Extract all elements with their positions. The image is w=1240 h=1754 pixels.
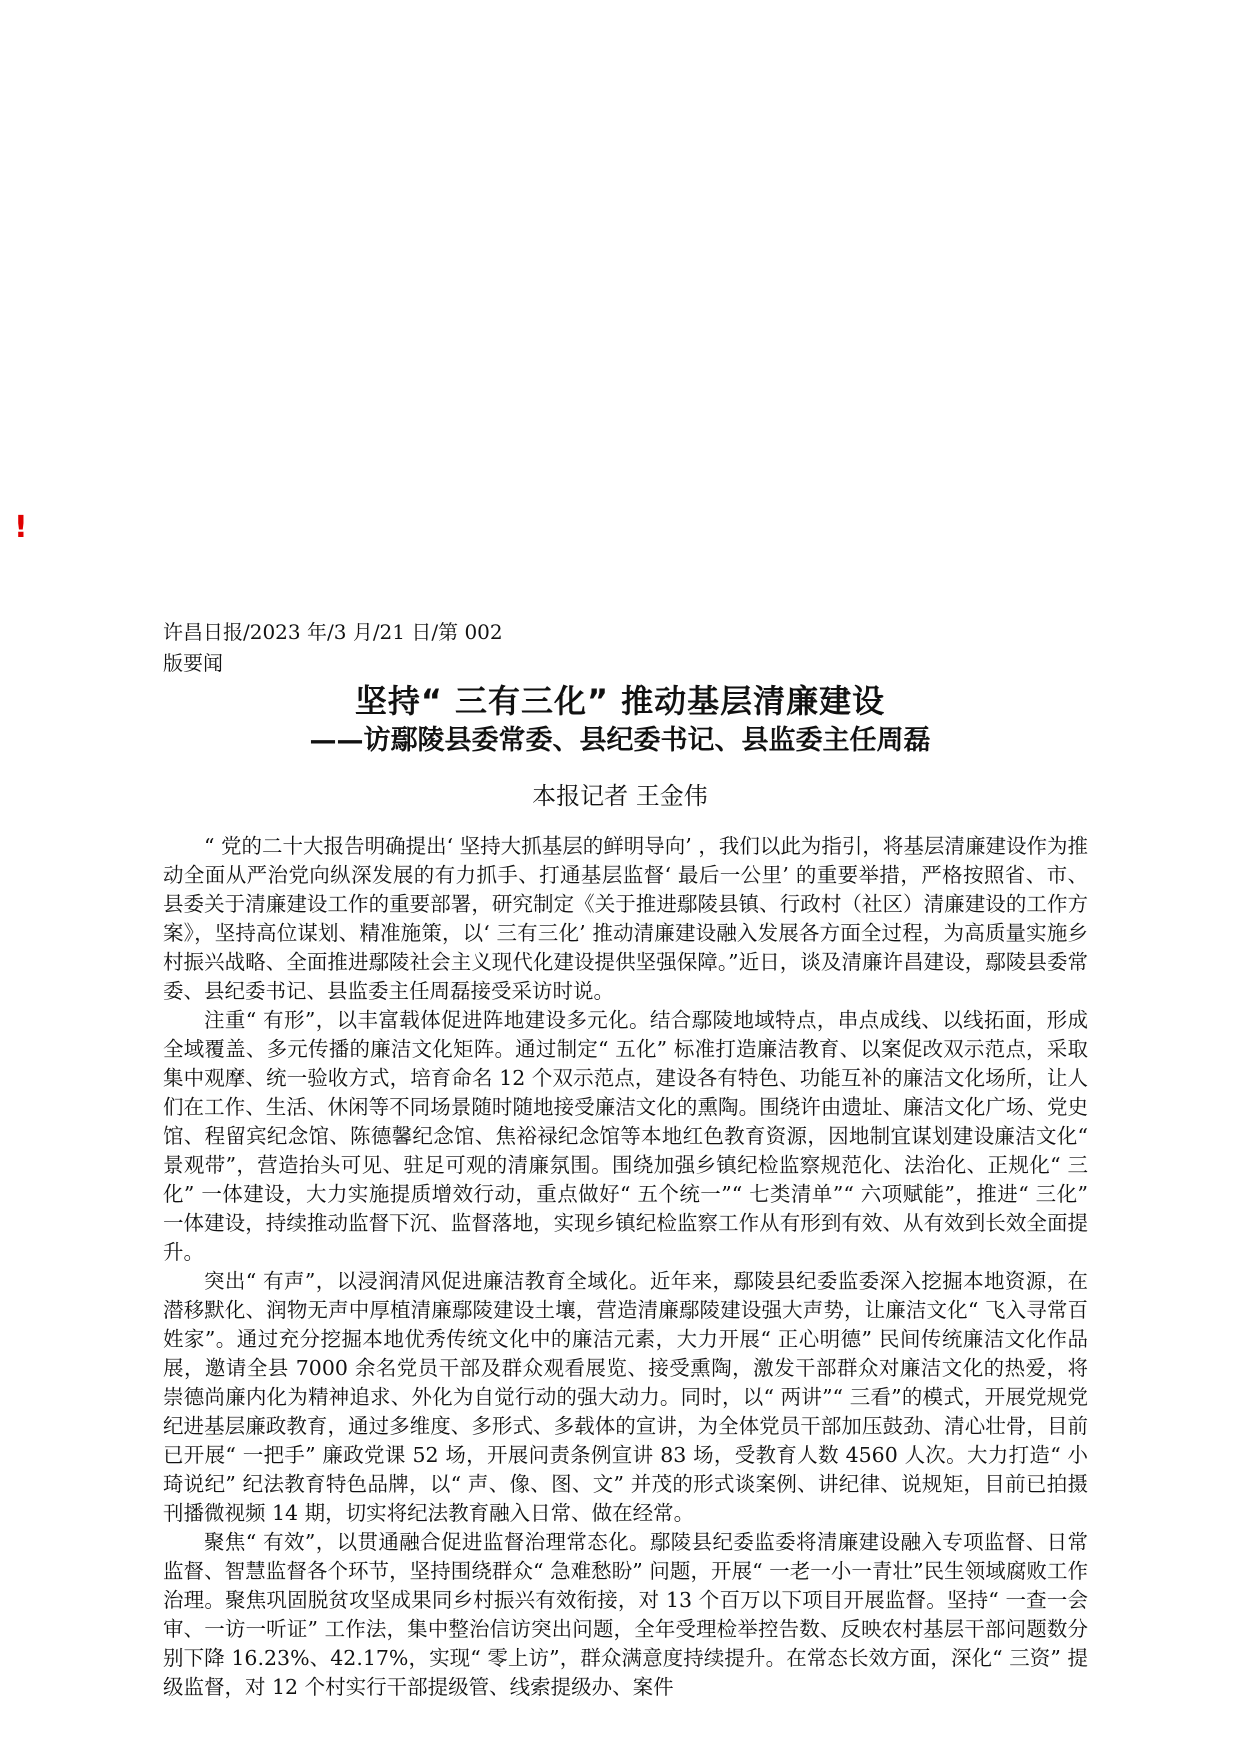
section-line: 版要闻 (163, 651, 223, 675)
paragraph: 聚焦“ 有效”，以贯通融合促进监督治理常态化。鄢陵县纪委监委将清廉建设融入专项监督、日常监督、智慧监督各个环节，坚持围绕群众“ 急难愁盼” 问题，开展“ 一老一小一青壮”民生领域腐败工作治理。聚焦巩固脱贫攻坚成果同乡村振兴有效衔接，对 13 个百万以下项目开展监督。坚持“ 一查一会审、一访一听证” 工作法，集中整治信访突出问题，全年受理检举控告数、反映农村基层干部问题数分别下降 16.23%、42.17%，实现“ 零上访”，群众满意度持续提升。在常态长效方面，深化“ 三资” 提级监督，对 12 个村实行干部提级管、线索提级办、案件 (163, 1530, 1088, 1699)
paragraph: 突出“ 有声”，以浸润清风促进廉洁教育全域化。近年来，鄢陵县纪委监委深入挖掘本地资源，在潜移默化、润物无声中厚植清廉鄢陵建设土壤，营造清廉鄢陵建设强大声势，让廉洁文化“ 飞入寻常百姓家”。通过充分挖掘本地优秀传统文化中的廉洁元素，大力开展“ 正心明德” 民间传统廉洁文化作品展，邀请全县 7000 余名党员干部及群众观看展览、接受熏陶，激发干部群众对廉洁文化的热爱，将崇德尚廉内化为精神追求、外化为自觉行动的强大动力。同时，以“ 两讲”“ 三看”的模式，开展党规党纪进基层廉政教育，通过多维度、多形式、多载体的宣讲，为全体党员干部加压鼓劲、清心壮骨，目前已开展“ 一把手” 廉政党课 52 场，开展问责条例宣讲 83 场，受教育人数 4560 人次。大力打造“ 小琦说纪” 纪法教育特色品牌，以“ 声、像、图、文” 并茂的形式谈案例、讲纪律、说规矩，目前已拍摄刊播微视频 14 期，切实将纪法教育融入日常、做在经常。 (163, 1269, 1088, 1525)
byline: 本报记者 王金伟 (532, 782, 708, 810)
article-body (163, 832, 1088, 1702)
paragraph: “ 党的二十大报告明确提出‘ 坚持大抓基层的鲜明导向’ ，我们以此为指引，将基层清廉建设作为推动全面从严治党向纵深发展的有力抓手、打通基层监督‘ 最后一公里’ 的重要举措，严格按照省、市、县委关于清廉建设工作的重要部署，研究制定《关于推进鄢陵县镇、行政村（社区）清廉建设的工作方案》，坚持高位谋划、精准施策，以‘ 三有三化’ 推动清廉建设融入发展各方面全过程，为高质量实施乡村振兴战略、全面推进鄢陵社会主义现代化建设提供坚强保障。”近日，谈及清廉许昌建设，鄢陵县委常委、县纪委书记、县监委主任周磊接受采访时说。 (163, 834, 1088, 1003)
article-title: 坚持“ 三有三化” 推动基层清廉建设 (354, 682, 886, 720)
source-line: 许昌日报/2023 年/3 月/21 日/第 002 (163, 620, 503, 644)
article-subtitle: ——访鄢陵县委常委、县纪委书记、县监委主任周磊 (309, 725, 931, 756)
paragraph: 注重“ 有形”，以丰富载体促进阵地建设多元化。结合鄢陵地域特点，串点成线、以线拓面，形成全域覆盖、多元传播的廉洁文化矩阵。通过制定“ 五化” 标准打造廉洁教育、以案促改双示范点，采取集中观摩、统一验收方式，培育命名 12 个双示范点，建设各有特色、功能互补的廉洁文化场所，让人们在工作、生活、休闲等不同场景随时随地接受廉洁文化的熏陶。围绕许由遗址、廉洁文化广场、党史馆、程留宾纪念馆、陈德馨纪念馆、焦裕禄纪念馆等本地红色教育资源，因地制宜谋划建设廉洁文化“ 景观带”，营造抬头可见、驻足可观的清廉氛围。围绕加强乡镇纪检监察规范化、法治化、正规化“ 三化” 一体建设，大力实施提质增效行动，重点做好“ 五个统一”“ 七类清单”“ 六项赋能”，推进“ 三化” 一体建设，持续推动监督下沉、监督落地，实现乡镇纪检监察工作从有形到有效、从有效到长效全面提升。 (163, 1008, 1088, 1264)
warning-mark: ! (14, 510, 28, 545)
source-info (163, 617, 583, 679)
